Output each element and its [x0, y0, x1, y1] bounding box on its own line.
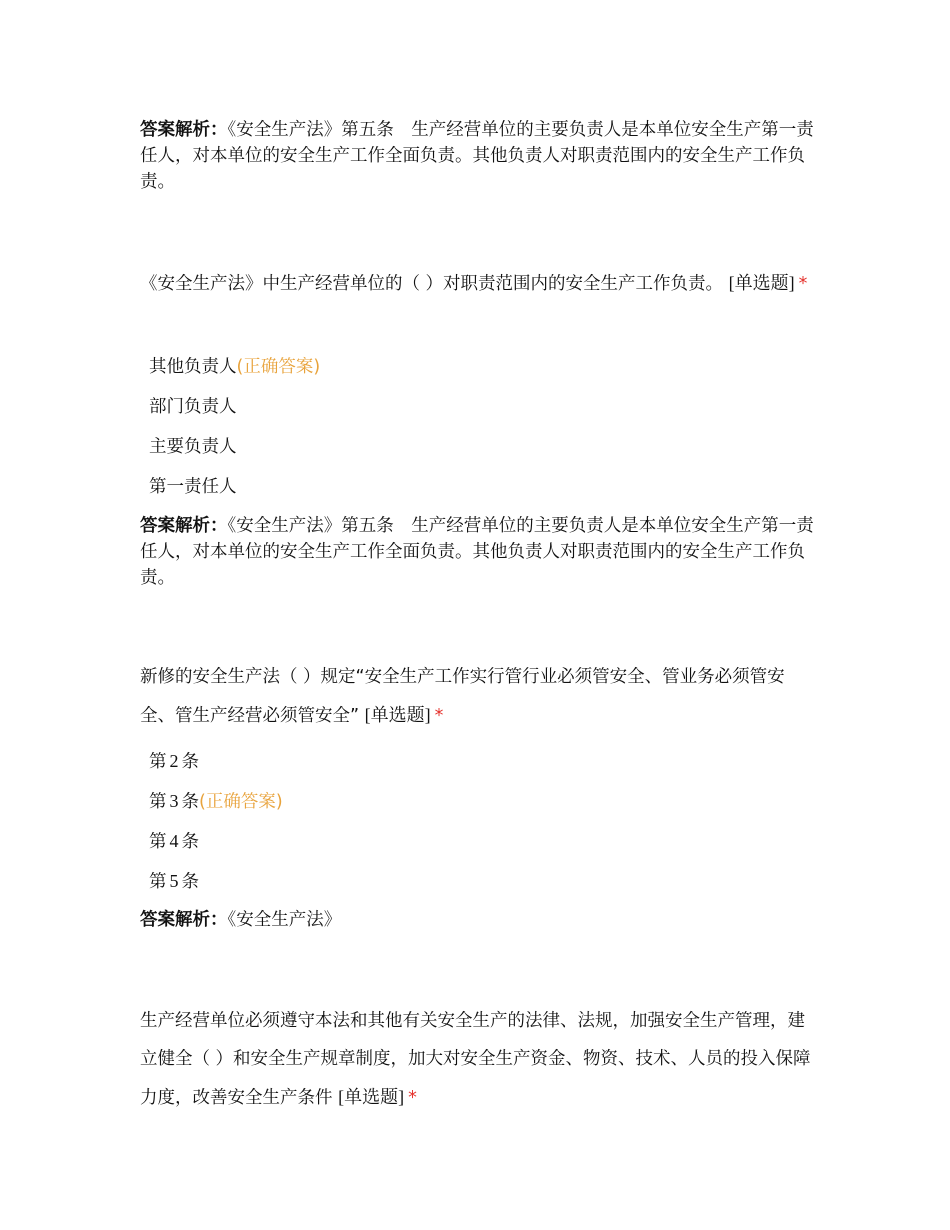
answer-analysis-2 — [140, 513, 815, 591]
option-suffix: 条 — [181, 792, 199, 812]
option-number: 2 — [169, 751, 179, 771]
required-mark: * — [408, 1088, 417, 1108]
analysis-text: 《安全生产法》第五条 生产经营单位的主要负责人是本单位安全生产第一责任人，对本单位的安全生产工作全面负责。其他负责人对职责范围内的安全生产工作负责。 — [140, 516, 814, 588]
required-mark: * — [798, 274, 808, 294]
question-type-tag: [单选题] — [364, 705, 431, 725]
option-item[interactable] — [149, 868, 789, 908]
option-item[interactable] — [149, 748, 789, 788]
option-item[interactable] — [149, 354, 789, 394]
question-type-tag: [单选题] — [338, 1087, 405, 1107]
correct-answer-note: (正确答案) — [236, 357, 321, 377]
question-3 — [140, 658, 815, 735]
option-item[interactable] — [149, 474, 789, 514]
option-suffix: 条 — [181, 872, 199, 892]
analysis-text: 《安全生产法》 — [227, 910, 342, 930]
question-text: 《安全生产法》中生产经营单位的（ ）对职责范围内的安全生产工作负责。 — [140, 274, 724, 294]
option-suffix: 条 — [181, 832, 199, 852]
option-prefix: 第 — [149, 752, 167, 772]
analysis-label: 答案解析： — [140, 120, 228, 140]
analysis-label: 答案解析： — [140, 516, 228, 536]
option-label: 部门负责人 — [149, 397, 237, 417]
question-text: 生产经营单位必须遵守本法和其他有关安全生产的法律、法规，加强安全生产管理，建立健全（ ）和安全生产规章制度，加大对安全生产资金、物资、技术、人员的投入保障力度，改善安全生产条件 — [140, 1011, 811, 1108]
option-suffix: 条 — [181, 752, 199, 772]
question-4 — [140, 1002, 815, 1117]
option-prefix: 第 — [149, 792, 167, 812]
option-item[interactable] — [149, 394, 789, 434]
option-prefix: 第 — [149, 872, 167, 892]
option-label: 第一责任人 — [149, 477, 237, 497]
option-prefix: 第 — [149, 832, 167, 852]
required-mark: * — [434, 706, 444, 726]
question-3-options — [149, 748, 789, 908]
option-number: 5 — [169, 871, 179, 891]
analysis-text: 《安全生产法》第五条 生产经营单位的主要负责人是本单位安全生产第一责任人，对本单位的安全生产工作全面负责。其他负责人对职责范围内的安全生产工作负责。 — [140, 120, 814, 192]
answer-analysis-3 — [140, 907, 815, 933]
option-label: 主要负责人 — [149, 437, 237, 457]
option-item[interactable] — [149, 828, 789, 868]
question-text: 新修的安全生产法（ ）规定“安全生产工作实行管行业必须管安全、管业务必须管安全、管生产经营必须管安全” — [140, 667, 785, 726]
option-number: 4 — [169, 831, 179, 851]
option-item[interactable] — [149, 434, 789, 474]
option-number: 3 — [169, 791, 179, 811]
question-type-tag: [单选题] — [728, 273, 795, 293]
correct-answer-note: (正确答案) — [199, 792, 283, 812]
question-2 — [140, 264, 815, 303]
option-label: 其他负责人 — [149, 357, 237, 377]
analysis-label: 答案解析： — [140, 910, 228, 930]
answer-analysis-1 — [140, 117, 815, 195]
question-2-options — [149, 354, 789, 514]
option-item[interactable] — [149, 788, 789, 828]
